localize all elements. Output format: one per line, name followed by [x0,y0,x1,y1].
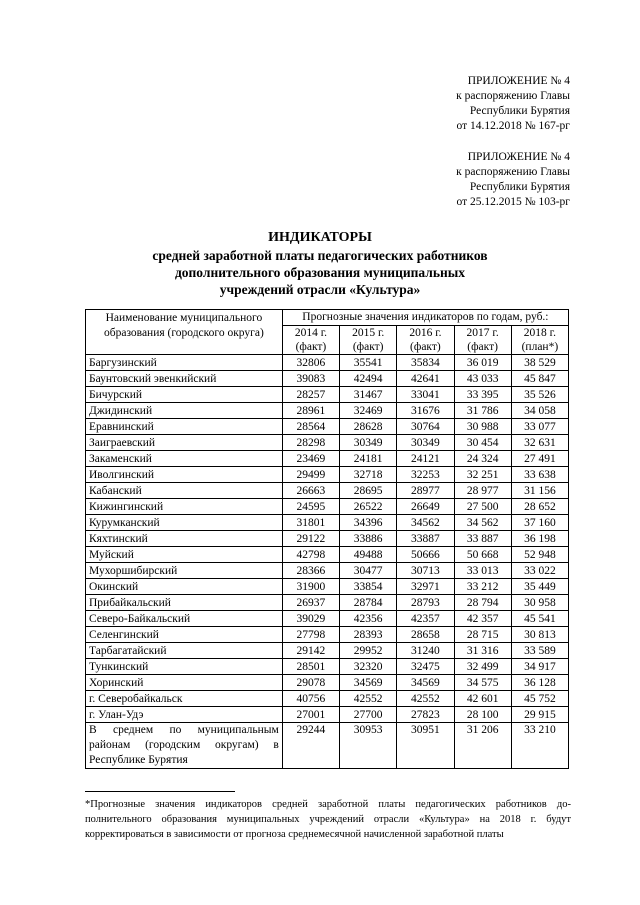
value-cell: 33 589 [511,643,568,659]
footnote: *Прогнозные значения индикаторов средней заработной платы педагогических работников до-полнительного образования муниципальных учреждений отрасли «Культура» на 2018 г. будут корректироваться в зависимости от прогноза среднемесячной начисленной заработной платы [85,799,571,840]
value-cell: 31801 [282,515,339,531]
municipality-name: Муйский [86,547,283,563]
value-cell: 30 454 [454,435,511,451]
value-cell: 31 316 [454,643,511,659]
indicators-table [85,309,569,769]
value-cell: 35541 [340,355,397,371]
value-cell: 42 601 [454,691,511,707]
value-cell: 28628 [340,419,397,435]
table-row [86,595,569,611]
value-cell: 33 395 [454,387,511,403]
value-cell: 28564 [282,419,339,435]
title-line-2: средней заработной платы педагогических работников [152,248,488,263]
average-row [86,723,569,769]
value-cell: 34396 [340,515,397,531]
value-cell: 26522 [340,499,397,515]
value-cell: 37 160 [511,515,568,531]
value-cell: 34569 [340,675,397,691]
appendix-header-original [456,150,570,210]
title-line-3: дополнительного образования муниципальных [174,265,466,280]
table-row [86,467,569,483]
value-cell: 38 529 [511,355,568,371]
municipality-name: Баргузинский [86,355,283,371]
value-cell: 30713 [397,563,454,579]
municipality-name: Северо-Байкальский [86,611,283,627]
value-cell: 39029 [282,611,339,627]
table-row [86,643,569,659]
table-row [86,515,569,531]
year-header-cell [454,326,511,355]
value-cell: 33 887 [454,531,511,547]
value-cell: 32320 [340,659,397,675]
table-row [86,371,569,387]
value-cell: 29142 [282,643,339,659]
value-cell: 31900 [282,579,339,595]
table-row [86,547,569,563]
value-cell: 29952 [340,643,397,659]
value-cell: 33 077 [511,419,568,435]
value-cell: 23469 [282,451,339,467]
municipality-name: Окинский [86,579,283,595]
value-cell: 27 491 [511,451,568,467]
value-cell: 24595 [282,499,339,515]
value-cell: 34 917 [511,659,568,675]
year-label: 2016 г. [409,327,442,339]
table-row [86,499,569,515]
value-cell: 42356 [340,611,397,627]
value-cell: 32971 [397,579,454,595]
value-cell: 28 794 [454,595,511,611]
year-kind: (факт) [352,341,384,353]
value-cell: 28793 [397,595,454,611]
value-cell: 31676 [397,403,454,419]
municipality-name: Тарбагатайский [86,643,283,659]
value-cell: 31 156 [511,483,568,499]
municipality-name: Закаменский [86,451,283,467]
value-cell: 42798 [282,547,339,563]
table-row [86,627,569,643]
value-cell: 33041 [397,387,454,403]
table-body [86,355,569,769]
value-cell: 35 526 [511,387,568,403]
value-cell: 29244 [282,723,339,769]
table-row [86,691,569,707]
value-cell: 28784 [340,595,397,611]
year-label: 2014 г. [294,327,328,339]
value-cell: 29 915 [511,707,568,723]
value-cell: 30349 [340,435,397,451]
value-cell: 36 198 [511,531,568,547]
value-cell: 33 022 [511,563,568,579]
value-cell: 28695 [340,483,397,499]
title-main: ИНДИКАТОРЫ [268,230,372,245]
value-cell: 31467 [340,387,397,403]
appendix-date: от 14.12.2018 № 167-рг [456,120,570,132]
value-cell: 40756 [282,691,339,707]
municipality-name: Еравнинский [86,419,283,435]
table-row [86,403,569,419]
value-cell: 27700 [340,707,397,723]
value-cell: 28 715 [454,627,511,643]
municipality-name: Иволгинский [86,467,283,483]
value-cell: 45 752 [511,691,568,707]
value-cell: 30349 [397,435,454,451]
value-cell: 26663 [282,483,339,499]
value-cell: 32475 [397,659,454,675]
year-label: 2017 г. [466,327,499,339]
value-cell: 29499 [282,467,339,483]
table-row [86,675,569,691]
value-cell: 28366 [282,563,339,579]
value-cell: 33 013 [454,563,511,579]
value-cell: 30 813 [511,627,568,643]
value-cell: 45 847 [511,371,568,387]
municipality-name: Кяхтинский [86,531,283,547]
appendix-reference: к распоряжению Главы [456,90,570,102]
year-kind: (план*) [521,341,559,353]
municipality-name: Кижингинский [86,499,283,515]
municipality-name: Баунтовский эвенкийский [86,371,283,387]
value-cell: 34 058 [511,403,568,419]
year-label: 2015 г. [352,327,385,339]
value-cell: 28658 [397,627,454,643]
value-cell: 33886 [340,531,397,547]
value-cell: 28501 [282,659,339,675]
appendix-reference: к распоряжению Главы [456,166,570,178]
value-cell: 35 449 [511,579,568,595]
value-cell: 28393 [340,627,397,643]
value-cell: 27798 [282,627,339,643]
year-label: 2018 г. [523,327,556,339]
value-cell: 26649 [397,499,454,515]
value-cell: 32469 [340,403,397,419]
value-cell: 31240 [397,643,454,659]
average-label: В среднем по муниципальным районам (городским округам) в Республике Бурятия [86,723,283,769]
forecast-group-header: Прогнозные значения индикаторов по годам, руб.: [282,310,568,326]
municipality-name: Прибайкальский [86,595,283,611]
value-cell: 34 562 [454,515,511,531]
value-cell: 49488 [340,547,397,563]
value-cell: 33 212 [454,579,511,595]
value-cell: 27823 [397,707,454,723]
footnote-divider [85,791,235,792]
value-cell: 28298 [282,435,339,451]
municipality-column-header: Наименование муниципального образования (городского округа) [86,310,283,355]
value-cell: 50 668 [454,547,511,563]
value-cell: 30953 [340,723,397,769]
year-header-cell [282,326,339,355]
year-kind: (факт) [467,341,498,353]
municipality-name: Курумканский [86,515,283,531]
value-cell: 31 206 [454,723,511,769]
value-cell: 24181 [340,451,397,467]
value-cell: 30 988 [454,419,511,435]
value-cell: 43 033 [454,371,511,387]
year-kind: (факт) [410,341,441,353]
year-kind: (факт) [295,341,327,353]
appendix-number: ПРИЛОЖЕНИЕ № 4 [467,151,570,163]
value-cell: 33 638 [511,467,568,483]
appendix-date: от 25.12.2015 № 103-рг [456,196,570,208]
table-row [86,579,569,595]
table-row [86,611,569,627]
value-cell: 24 324 [454,451,511,467]
value-cell: 34569 [397,675,454,691]
value-cell: 27001 [282,707,339,723]
value-cell: 33 210 [511,723,568,769]
value-cell: 29078 [282,675,339,691]
table-row [86,531,569,547]
table-row [86,707,569,723]
value-cell: 45 541 [511,611,568,627]
value-cell: 42357 [397,611,454,627]
value-cell: 35834 [397,355,454,371]
value-cell: 31 786 [454,403,511,419]
value-cell: 27 500 [454,499,511,515]
appendix-header-current [456,74,570,134]
value-cell: 30764 [397,419,454,435]
value-cell: 42552 [397,691,454,707]
value-cell: 32253 [397,467,454,483]
municipality-name: Тункинский [86,659,283,675]
year-header-cell [397,326,454,355]
value-cell: 32 251 [454,467,511,483]
table-row [86,387,569,403]
table-header-row [86,310,569,326]
table-row [86,483,569,499]
value-cell: 36 019 [454,355,511,371]
value-cell: 36 128 [511,675,568,691]
municipality-name: Хоринский [86,675,283,691]
municipality-name: Заиграевский [86,435,283,451]
value-cell: 30951 [397,723,454,769]
value-cell: 39083 [282,371,339,387]
value-cell: 52 948 [511,547,568,563]
value-cell: 24121 [397,451,454,467]
municipality-name: Селенгинский [86,627,283,643]
municipality-name: Мухоршибирский [86,563,283,579]
value-cell: 30 958 [511,595,568,611]
municipality-name: Кабанский [86,483,283,499]
value-cell: 34 575 [454,675,511,691]
value-cell: 30477 [340,563,397,579]
value-cell: 34562 [397,515,454,531]
value-cell: 28977 [397,483,454,499]
appendix-region: Республики Бурятия [469,181,570,193]
value-cell: 26937 [282,595,339,611]
table-row [86,659,569,675]
table-row [86,435,569,451]
table-row [86,419,569,435]
appendix-number: ПРИЛОЖЕНИЕ № 4 [467,75,570,87]
table-row [86,451,569,467]
title-line-4: учреждений отрасли «Культура» [219,282,421,297]
value-cell: 42552 [340,691,397,707]
value-cell: 28 100 [454,707,511,723]
value-cell: 29122 [282,531,339,547]
value-cell: 32806 [282,355,339,371]
value-cell: 32 631 [511,435,568,451]
year-header-cell [340,326,397,355]
municipality-name: Джидинский [86,403,283,419]
value-cell: 28 977 [454,483,511,499]
value-cell: 33854 [340,579,397,595]
municipality-name: г. Северобайкальск [86,691,283,707]
table-row [86,355,569,371]
value-cell: 32 499 [454,659,511,675]
value-cell: 28 652 [511,499,568,515]
appendix-region: Республики Бурятия [469,105,570,117]
value-cell: 42641 [397,371,454,387]
value-cell: 42494 [340,371,397,387]
document-title [0,228,640,298]
table-row [86,563,569,579]
value-cell: 32718 [340,467,397,483]
value-cell: 28961 [282,403,339,419]
value-cell: 33887 [397,531,454,547]
value-cell: 50666 [397,547,454,563]
value-cell: 28257 [282,387,339,403]
municipality-name: г. Улан-Удэ [86,707,283,723]
year-header-cell [511,326,568,355]
value-cell: 42 357 [454,611,511,627]
municipality-name: Бичурский [86,387,283,403]
